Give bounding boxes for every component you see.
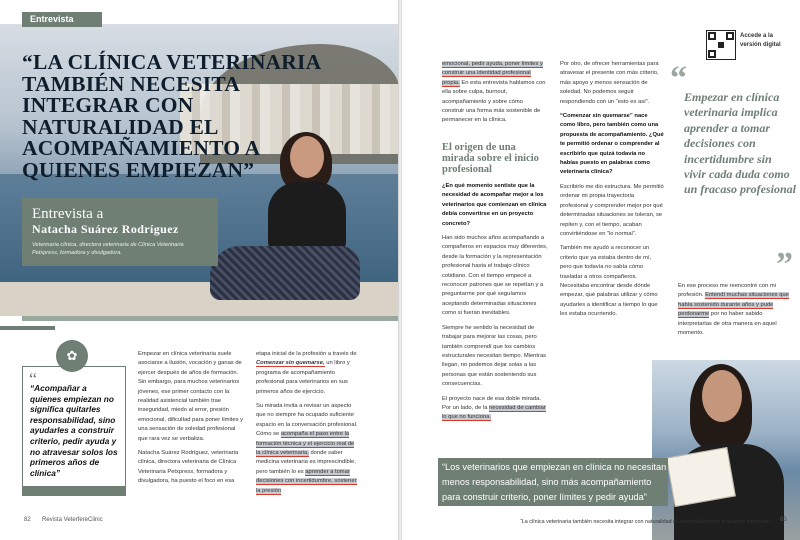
section-subtitle: El origen de una mirada sobre el inicio profesional [442,142,539,175]
left-column-1 [138,350,246,492]
page-number: 83 [780,517,787,523]
highlight: necesidad de cambiar lo que no funciona. [442,404,546,421]
interviewee-name: Natacha Suárez Rodríguez [32,222,179,236]
right-column-1: ¿En qué momento sentiste que la necesidad de acompañar mejor a los veterinarios que comienzan en clínica debía convertirse en un proyecto concreto? Han sido muchos años acompañando a compañeros en espacios muy diferentes, desde la formación y la representación profesional hasta el trabajo clínico cotidiano. Con el tiempo empecé a reconocer patrones que se repetían y a preguntarme por qué seguíamos aceptando determinadas situaciones como si fueran inevitables. Siempre he sentido la necesidad de trabajar para mejorar las cosas, pero también comprendí que los cambios estructurales necesitan tiempo. Mientras llegan, no podemos dejar solas a las personas que están sosteniendo sus consecuencias. El proyecto nace de esa doble mirada. Por un lado, de la necesidad de cambiar lo que no funciona. [442,183,548,421]
right-column-2 [560,60,664,325]
section-tag: Entrevista [22,12,102,27]
article-title: “LA CLÍNICA VETERINARIA TAMBIÉN NECESITA INTEGRAR CON NATURALIDAD EL ACOMPAÑAMIENTO A QUIENES EMPIEZAN” [22,50,321,182]
open-quote-icon: “ [670,60,687,97]
qr-code-icon[interactable] [706,30,736,60]
paragraph: Por otro, de ofrecer herramientas para atravesar el presente con más criterio, más apoyo y menos sensación de soledad. No podemos seguir respondiendo con un “esto es así”. [560,61,659,105]
pull-quote: “Acompañar a quienes empiezan no significa quitarles responsabilidad, sino ayudarles a construir criterio, pedir ayuda y no atravesar solos los primeros años de clínica” [30,383,118,478]
highlight: Entendí muchas situaciones que había sostenido durante años y pude perdonarme [678,292,789,318]
question-1: ¿En qué momento sentiste que la necesidad de acompañar mejor a los veterinarios que comienzan en clínica debía convertirse en un proyecto concreto? [442,183,547,227]
paragraph: Siempre he sentido la necesidad de trabajar para mejorar las cosas, pero también comprendí que los cambios estructurales necesitan tiempo. Mientras llegan, no podemos dejar solas a las personas que están sosteniendo sus consecuencias. [442,324,547,388]
highlight: emocional, pedir ayuda, poner límites y construir una identidad profesional propia. [442,61,543,86]
paragraph: También me ayudó a reconocer un criterio que ya estaba dentro de mí, pero que todavía no sabía cómo trasladar a otros compañeros. Necesitaba encontrar desde dónde empezar, qué palabras utilizar y cómo ayudarles a identificar a tiempo lo que les estaba ocurriendo. [560,245,658,318]
interviewee-box [22,198,218,266]
book-image [666,447,736,507]
veterinary-hands-icon: ✿ [56,340,88,372]
page-number: 82 [24,517,31,523]
pull-quote-box [22,366,126,494]
divider-stripe [22,316,398,321]
interview-label: Entrevista a [32,206,104,222]
big-quote: Empezar en clínica veterinaria implica aprender a tomar decisiones con incertidumbre sin vivir cada duda como un fracaso profesional [684,90,797,197]
magazine-name: Revista VeterfereClinic [42,517,103,523]
big-quote-block [670,60,800,283]
left-page [0,0,398,540]
paragraph: Empezar en clínica veterinaria suele asociarse a ilusión, vocación y ganas de ejercer después de años de formación. Sin embargo, para muchos veterinarios jóvenes, ese primer contacto con la realidad asistencial también trae inseguridad, miedo al error, presión emocional, dificultad para poner límites y una sensación de soledad profesional que rara vez se verbaliza. [138,351,244,442]
paragraph: Natacha Suárez Rodríguez, veterinaria clínica, directora veterinaria de Clínica Veterinaria Petxpress, formadora y divulgadora, ha puesto el foco en esa [138,450,239,485]
right-column-3: En ese proceso me reencontré con mi profesión. Entendí muchas situaciones que había sostenido durante años y pude perdonarme por no haber sabido interpretarlas de otra manera en aquel momento. [678,283,789,337]
book-title: Comenzar sin quemarse, [256,360,325,367]
paragraph: Han sido muchos años acompañando a compañeros en espacios muy diferentes, desde la formación y la representación profesional hasta el trabajo clínico cotidiano. Con el tiempo empecé a reconocer patrones que se repetían y a preguntarme por qué seguíamos aceptando determinadas situaciones como si fueran inevitables. [442,235,548,317]
highlight: aprender a tomar decisiones con incertidumbre, sostener la presión [256,468,357,494]
open-quote-icon: “ [29,369,37,389]
paragraph: Escribirlo me dio estructura. Me permitió ordenar mi propia trayectoria profesional y comprender mejor por qué determinadas situaciones se toleran, se repiten y, con el tiempo, acaban convirtiéndose en “lo normal”. [560,183,664,237]
highlight: acompaña el paso entre la formación técnica y el ejercicio real de la clínica veterinaria, [256,431,355,457]
right-page [402,0,800,540]
pull-quote-bar [22,486,126,496]
right-column-1-top: emocional, pedir ayuda, poner límites y construir una identidad profesional propia. En esta entrevista hablamos con ella sobre culpa, burnout, acompañamiento y sobre cómo construir una forma más sostenible de permanecer en la clínica. [442,61,546,124]
close-quote-icon: ” [776,246,793,283]
page-caption: “La clínica veterinaria también necesita integrar con naturalidad el acompañamiento a quienes empiezan” [520,519,772,525]
interviewee-role: Veterinaria clínica, directora veterinaria de Clínica Veterinaria Petxpress, formadora y divulgadora. [32,242,184,256]
digital-version-label: Accede a la versión digital [740,33,781,48]
banner-quote: “Los veterinarios que empiezan en clínica no necesitan menos responsabilidad, sino más acompañamiento para construir criterio, poner límites y pedir ayuda” [442,462,667,502]
question-2: “Comenzar sin quemarse” nace como libro, pero también como una propuesta de acompañamiento. ¿Qué te permitió ordenar o comprender al escribirlo que quizá todavía no habías puesto en palabras como veterinaria clínica? [560,113,664,176]
divider-stripe-small [0,326,55,330]
left-column-2: etapa inicial de la profesión a través de Comenzar sin quemarse, un libro y programa de acompañamiento profesional para veterinarios en sus primeros años de ejercicio. Su mirada invita a revisar un aspecto que no siempre ha ocupado suficiente espacio en la conversación profesional. Cómo se acompaña el paso entre la formación técnica y el ejercicio real de la clínica veterinaria, donde saber medicina veterinaria es imprescindible, pero también lo es aprender a tomar decisiones con incertidumbre, sostener la presión [256,351,358,494]
interviewee-photo [652,360,800,540]
banner-quote-box [438,458,668,506]
